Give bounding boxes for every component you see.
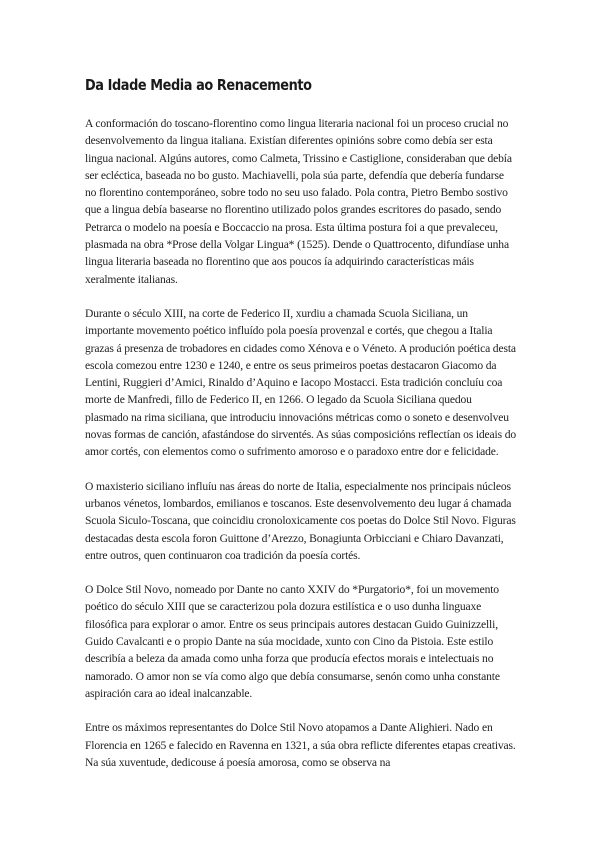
paragraph: O maxisterio siciliano influíu nas áreas do norte de Italia, especialmente nos principais núcleos urbanos vénetos, lombardos, emilianos e toscanos. Este desenvolvemento deu lugar á chamada Scuola Siculo-Toscana, que coincidiu cronoloxicamente cos poetas do Dolce Stil Novo. Figuras destacadas desta escola foron Guittone d’Arezzo, Bonagiunta Orbicciani e Chiaro Davanzati, entre outros, quen continuaron coa tradición da poesía cortés. <box>85 479 516 562</box>
paragraph: A conformación do toscano-florentino como lingua literaria nacional foi un proceso crucial no desenvolvemento da lingua italiana. Existían diferentes opinións sobre como debía ser esta lingua nacional. Algúns autores, como Calmeta, Trissino e Castiglione, consideraban que debía ser ecléctica, baseada no bo gusto. Machiavelli, pola súa parte, defendía que debería fundarse no florentino contemporáneo, sobre todo no seu uso falado. Pola contra, Pietro Bembo sostivo que a lingua debía basearse no florentino utilizado polos grandes escritores do pasado, sendo Petrarca o modelo na poesía e Boccaccio na prosa. Esta última postura foi a que prevaleceu, plasmada na obra *Prose della Volgar Lingua* (1525). Dende o Quattrocento, difundíase unha lingua literaria baseada no florentino que aos poucos ía adquirindo características máis xeralmente italianas. <box>85 117 512 286</box>
paragraph: O Dolce Stil Novo, nomeado por Dante no canto XXIV do *Purgatorio*, foi un movemento poético do século XIII que se caracterizou pola dozura estilística e o uso dunha linguaxe filosófica para explorar o amor. Entre os seus principais autores destacan Guido Guinizzelli, Guido Cavalcanti e o propio Dante na súa mocidade, xunto con Cino da Pistoia. Este estilo describía a beleza da amada como unha forza que producía efectos morais e intelectuais no namorado. O amor non se vía como algo que debía consumarse, senón como unha constante aspiración cara ao ideal inalcanzable. <box>85 583 500 700</box>
document-title: Da Idade Media ao Renacemento <box>85 76 312 94</box>
paragraph: Durante o século XIII, na corte de Federico II, xurdiu a chamada Scuola Siciliana, un importante movemento poético influído pola poesía provenzal e cortés, que chegou a Italia grazas á presenza de trobadores en cidades como Xénova e o Véneto. A produción poética desta escola comezou entre 1230 e 1240, e entre os seus primeiros poetas destacaron Giacomo da Lentini, Ruggieri d’Amici, Rinaldo d’Aquino e Iacopo Mostacci. Esta tradición concluíu coa morte de Manfredi, fillo de Federico II, en 1266. O legado da Scuola Siciliana quedou plasmado na rima siciliana, que introduciu innovacións métricas como o soneto e desenvolveu novas formas de canción, afastándose do sirventés. As súas composicións reflectían os ideais do amor cortés, con elementos como o sufrimento amoroso e o paradoxo entre dor e felicidade. <box>85 306 517 459</box>
document-content <box>85 76 517 788</box>
document-body <box>85 115 517 771</box>
paragraph: Entre os máximos representantes do Dolce Stil Novo atopamos a Dante Alighieri. Nado en Florencia en 1265 e falecido en Ravenna en 1321, a súa obra reflicte diferentes etapas creativas. Na súa xuventude, dedicouse á poesía amorosa, como se observa na <box>85 721 516 769</box>
